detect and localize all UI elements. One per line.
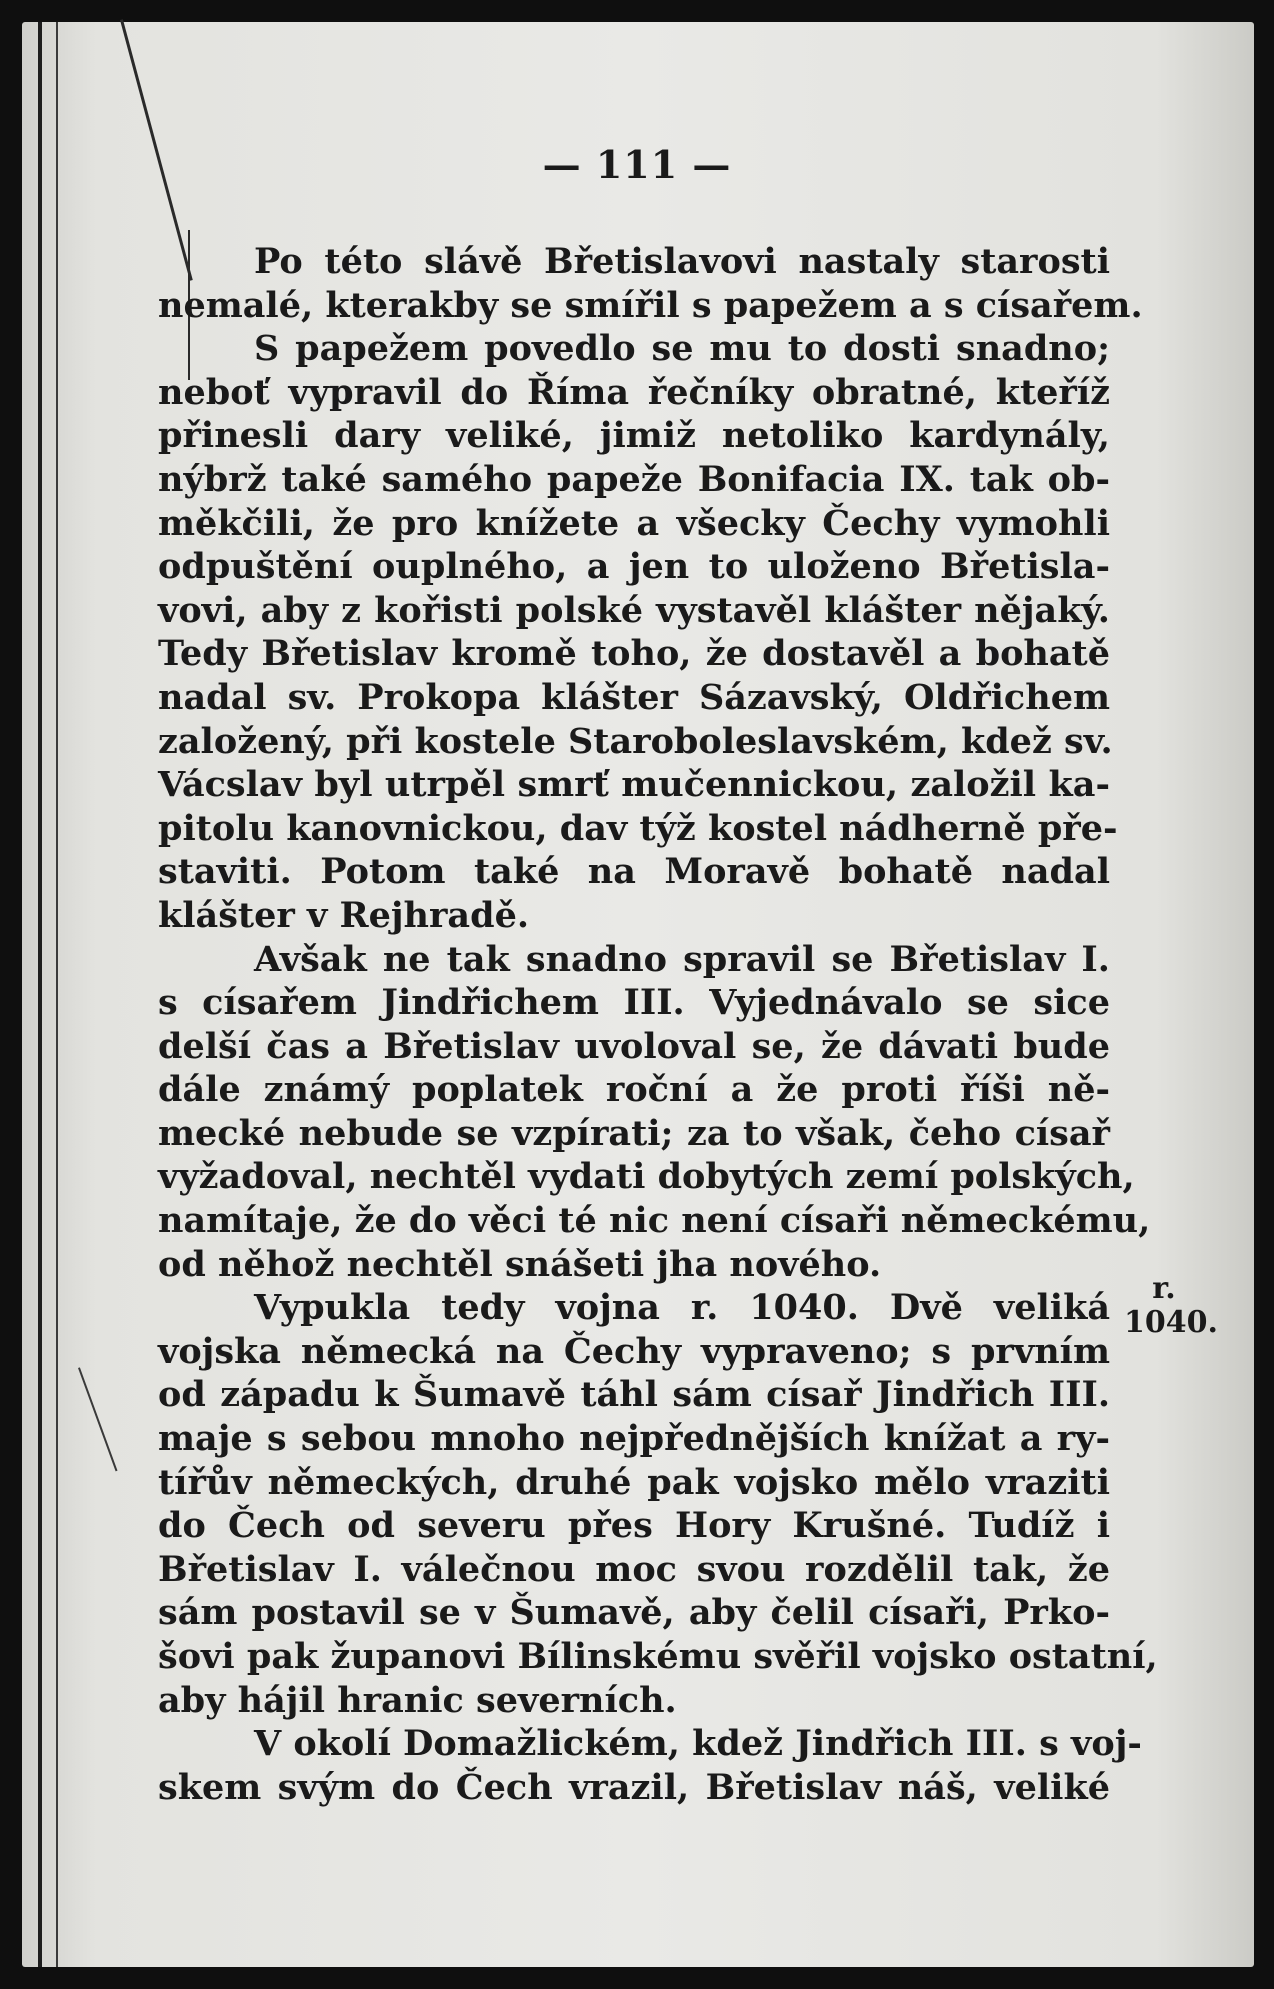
text-line: Avšak ne tak snadno spravil se Břetislav I. — [254, 938, 1110, 980]
text-line: nadal sv. Prokopa klášter Sázavský, Oldřichem — [158, 676, 1110, 718]
text-line: dále známý poplatek roční a že proti říši ně- — [158, 1069, 1110, 1111]
text-line: vojska německá na Čechy vypraveno; s prvním — [158, 1330, 1110, 1372]
text-line: mecké nebude se vzpírati; za to však, čeho císař — [158, 1112, 1110, 1154]
text-line: namítaje, že do věci té nic není císaři německému, — [158, 1200, 1151, 1242]
text-line: vovi, aby z kořisti polské vystavěl klášter nějaký. — [158, 589, 1110, 631]
text-line: aby hájil hranic severních. — [158, 1679, 677, 1721]
text-line: Vypukla tedy vojna r. 1040. Dvě veliká — [254, 1287, 1110, 1329]
text-line: sám postavil se v Šumavě, aby čelil císaři, Prko- — [158, 1592, 1110, 1634]
margin-note-line: r. — [1152, 1271, 1176, 1306]
text-line: Břetislav I. válečnou moc svou rozdělil tak, že — [158, 1548, 1110, 1590]
text-line: neboť vypravil do Říma řečníky obratné, kteříž — [158, 371, 1110, 413]
text-line: skem svým do Čech vrazil, Břetislav náš, veliké — [158, 1766, 1110, 1808]
page-number: — 111 — — [542, 142, 732, 187]
text-line: delší čas a Břetislav uvoloval se, že dávati bude — [158, 1025, 1110, 1067]
text-line: nemalé, kterakby se smířil s papežem a s císařem. — [158, 284, 1143, 326]
text-line: šovi pak županovi Bílinskému svěřil vojsko ostatní, — [158, 1636, 1158, 1677]
text-line: nýbrž také samého papeže Bonifacia IX. tak ob- — [158, 458, 1110, 500]
text-line: měkčili, že pro knížete a všecky Čechy vymohli — [158, 502, 1110, 544]
text-line: odpuštění ouplného, a jen to uloženo Břetisla- — [158, 546, 1110, 588]
text-line: od západu k Šumavě táhl sám císař Jindřich III. — [158, 1374, 1110, 1416]
text-line: pitolu kanovnickou, dav týž kostel nádherně pře- — [158, 807, 1118, 849]
text-line: vyžadoval, nechtěl vydati dobytých zemí polských, — [158, 1156, 1135, 1198]
text-line: maje s sebou mnoho nejpřednějších knížat a ry- — [158, 1418, 1110, 1460]
margin-note-line: 1040. — [1124, 1305, 1218, 1340]
text-line: od něhož nechtěl snášeti jha nového. — [158, 1243, 882, 1285]
text-line: V okolí Domažlickém, kdež Jindřich III. s voj- — [254, 1723, 1142, 1765]
binding-edge — [38, 22, 42, 1967]
text-line: staviti. Potom také na Moravě bohatě nadal — [158, 851, 1110, 893]
text-line: přinesli dary veliké, jimiž netoliko kardynály, — [158, 415, 1110, 457]
text-line: do Čech od severu přes Hory Krušné. Tudíž i — [158, 1505, 1110, 1547]
text-line: založený, při kostele Staroboleslavském, kdež sv. — [158, 720, 1113, 762]
margin-note-year — [1124, 1271, 1218, 1340]
text-line: tířův německých, druhé pak vojsko mělo vraziti — [158, 1461, 1110, 1503]
binding-edge-inner — [56, 22, 58, 1967]
text-line: Po této slávě Břetislavovi nastaly starosti — [254, 241, 1110, 282]
text-line: klášter v Rejhradě. — [158, 894, 530, 936]
body-text — [158, 240, 1158, 1809]
text-line: Vácslav byl utrpěl smrť mučennickou, založil ka- — [158, 764, 1110, 806]
text-line: S papežem povedlo se mu to dosti snadno; — [254, 328, 1110, 370]
text-line: s císařem Jindřichem III. Vyjednávalo se sice — [158, 982, 1110, 1024]
text-line: Tedy Břetislav kromě toho, že dostavěl a bohatě — [158, 633, 1110, 675]
